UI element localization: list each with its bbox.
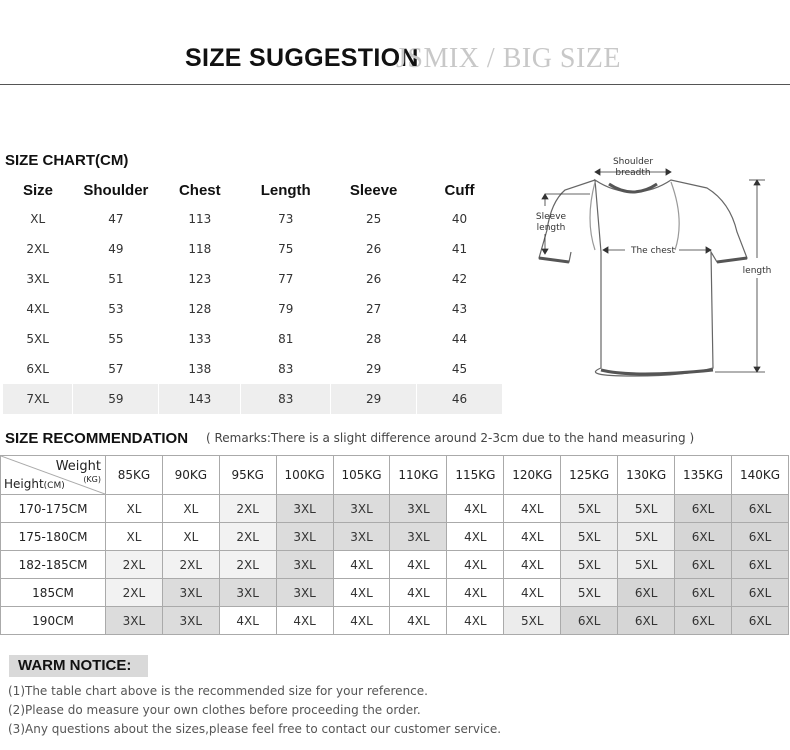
size-chart-cell: 75 xyxy=(241,234,331,264)
recommendation-row xyxy=(1,523,789,551)
size-chart-cell: 73 xyxy=(241,204,331,234)
recommended-size-cell: 4XL xyxy=(390,551,447,579)
recommended-size-cell: 3XL xyxy=(276,579,333,607)
size-chart-cell: 43 xyxy=(417,294,503,324)
recommended-size-cell: 4XL xyxy=(333,579,390,607)
size-chart-table xyxy=(3,176,503,414)
recommended-size-cell: 5XL xyxy=(618,551,675,579)
size-chart-cell: 4XL xyxy=(3,294,73,324)
size-chart-row xyxy=(3,234,503,264)
weight-column-header: 95KG xyxy=(219,456,276,495)
size-chart-cell: 6XL xyxy=(3,354,73,384)
recommended-size-cell: 2XL xyxy=(162,551,219,579)
recommended-size-cell: 4XL xyxy=(447,579,504,607)
recommended-size-cell: 4XL xyxy=(333,607,390,635)
size-chart-cell: 138 xyxy=(159,354,241,384)
page-header xyxy=(0,0,790,85)
size-chart-column-header: Chest xyxy=(178,181,221,199)
size-chart-cell: 123 xyxy=(159,264,241,294)
weight-column-header: 110KG xyxy=(390,456,447,495)
size-chart-cell: 83 xyxy=(241,384,331,414)
size-chart-column-header: Cuff xyxy=(444,181,475,199)
brand-name: JSMIX / BIG SIZE xyxy=(396,43,622,74)
size-recommendation-heading: SIZE RECOMMENDATION xyxy=(5,430,189,447)
size-chart-cell: XL xyxy=(3,204,73,234)
recommended-size-cell: 4XL xyxy=(276,607,333,635)
recommended-size-cell: 5XL xyxy=(504,607,561,635)
size-chart-row xyxy=(3,324,503,354)
size-chart-cell: 53 xyxy=(73,294,159,324)
recommended-size-cell: 3XL xyxy=(333,523,390,551)
notice-line-3: (3)Any questions about the sizes,please feel free to contact our customer service. xyxy=(8,722,502,736)
size-chart-cell: 42 xyxy=(417,264,503,294)
recommended-size-cell: 3XL xyxy=(162,579,219,607)
height-axis-label: Height xyxy=(4,477,44,491)
recommended-size-cell: 2XL xyxy=(106,579,163,607)
size-chart-cell: 59 xyxy=(73,384,159,414)
recommended-size-cell: 3XL xyxy=(276,523,333,551)
recommended-size-cell: XL xyxy=(106,523,163,551)
recommended-size-cell: 4XL xyxy=(447,495,504,523)
height-row-header: 175-180CM xyxy=(1,523,106,551)
size-chart-cell: 49 xyxy=(73,234,159,264)
weight-column-header: 115KG xyxy=(447,456,504,495)
height-row-header: 182-185CM xyxy=(1,551,106,579)
size-chart-cell: 2XL xyxy=(3,234,73,264)
size-chart-cell: 26 xyxy=(331,234,417,264)
recommended-size-cell: 4XL xyxy=(333,551,390,579)
recommended-size-cell: 4XL xyxy=(390,579,447,607)
size-recommendation-table xyxy=(0,455,789,635)
size-chart-cell: 27 xyxy=(331,294,417,324)
size-chart-cell: 47 xyxy=(73,204,159,234)
tshirt-measurement-diagram xyxy=(525,150,780,385)
recommended-size-cell: 6XL xyxy=(675,607,732,635)
recommendation-row xyxy=(1,551,789,579)
size-chart-cell: 81 xyxy=(241,324,331,354)
measurement-remark: ( Remarks:There is a slight difference around 2-3cm due to the hand measuring ) xyxy=(206,431,695,445)
recommended-size-cell: 6XL xyxy=(618,579,675,607)
size-chart-cell: 133 xyxy=(159,324,241,354)
weight-column-header: 100KG xyxy=(276,456,333,495)
recommended-size-cell: XL xyxy=(106,495,163,523)
size-chart-column-header: Sleeve xyxy=(349,181,398,199)
size-chart-column-header: Shoulder xyxy=(83,181,149,199)
recommended-size-cell: 2XL xyxy=(219,523,276,551)
size-chart-row xyxy=(3,204,503,234)
size-chart-cell: 143 xyxy=(159,384,241,414)
weight-column-header: 120KG xyxy=(504,456,561,495)
recommended-size-cell: 4XL xyxy=(504,523,561,551)
size-chart-cell: 29 xyxy=(331,354,417,384)
recommended-size-cell: 2XL xyxy=(106,551,163,579)
size-chart-heading: SIZE CHART(CM) xyxy=(5,152,129,169)
weight-unit-label: (KG) xyxy=(83,475,101,484)
weight-column-header: 130KG xyxy=(618,456,675,495)
recommended-size-cell: 6XL xyxy=(675,579,732,607)
recommended-size-cell: 5XL xyxy=(561,551,618,579)
size-chart-cell: 77 xyxy=(241,264,331,294)
size-chart-cell: 40 xyxy=(417,204,503,234)
recommended-size-cell: 6XL xyxy=(732,551,789,579)
size-chart-cell: 3XL xyxy=(3,264,73,294)
size-chart-cell: 44 xyxy=(417,324,503,354)
recommended-size-cell: 5XL xyxy=(618,523,675,551)
recommended-size-cell: 4XL xyxy=(447,551,504,579)
weight-column-header: 85KG xyxy=(106,456,163,495)
size-chart-row xyxy=(3,294,503,324)
recommended-size-cell: 3XL xyxy=(390,495,447,523)
size-chart-cell: 29 xyxy=(331,384,417,414)
sleeve-length-label-1: Sleeve xyxy=(535,212,567,222)
size-chart-cell: 5XL xyxy=(3,324,73,354)
page-title: SIZE SUGGESTION xyxy=(185,44,419,72)
recommended-size-cell: 4XL xyxy=(447,523,504,551)
recommended-size-cell: 4XL xyxy=(504,579,561,607)
recommended-size-cell: 2XL xyxy=(219,495,276,523)
weight-column-header: 135KG xyxy=(675,456,732,495)
size-chart-cell: 118 xyxy=(159,234,241,264)
warm-notice-heading: WARM NOTICE: xyxy=(9,655,148,677)
recommended-size-cell: 3XL xyxy=(390,523,447,551)
recommended-size-cell: 6XL xyxy=(675,495,732,523)
recommended-size-cell: 6XL xyxy=(732,495,789,523)
recommended-size-cell: 6XL xyxy=(732,579,789,607)
size-chart-cell: 26 xyxy=(331,264,417,294)
size-chart-cell: 25 xyxy=(331,204,417,234)
weight-column-header: 125KG xyxy=(561,456,618,495)
recommended-size-cell: 2XL xyxy=(219,551,276,579)
height-row-header: 190CM xyxy=(1,607,106,635)
recommended-size-cell: 5XL xyxy=(561,579,618,607)
recommended-size-cell: 5XL xyxy=(618,495,675,523)
size-chart-cell: 28 xyxy=(331,324,417,354)
shoulder-breadth-label-2: breadth xyxy=(615,168,651,178)
recommended-size-cell: XL xyxy=(162,523,219,551)
recommended-size-cell: 6XL xyxy=(732,523,789,551)
size-chart-row xyxy=(3,384,503,414)
length-label: length xyxy=(742,266,772,276)
weight-column-header: 90KG xyxy=(162,456,219,495)
size-chart-row xyxy=(3,264,503,294)
height-row-header: 185CM xyxy=(1,579,106,607)
size-chart-cell: 55 xyxy=(73,324,159,354)
size-chart-cell: 113 xyxy=(159,204,241,234)
tshirt-body-outline xyxy=(595,180,747,376)
recommendation-row xyxy=(1,607,789,635)
sleeve-length-label-2: length xyxy=(536,223,566,233)
recommended-size-cell: 3XL xyxy=(276,551,333,579)
recommended-size-cell: 6XL xyxy=(618,607,675,635)
notice-line-2: (2)Please do measure your own clothes before proceeding the order. xyxy=(8,703,421,717)
size-chart-cell: 79 xyxy=(241,294,331,324)
recommended-size-cell: 4XL xyxy=(504,551,561,579)
size-chart-row xyxy=(3,354,503,384)
recommended-size-cell: 5XL xyxy=(561,495,618,523)
recommendation-row xyxy=(1,495,789,523)
recommended-size-cell: 3XL xyxy=(162,607,219,635)
size-chart-cell: 45 xyxy=(417,354,503,384)
recommended-size-cell: 4XL xyxy=(390,607,447,635)
table-corner-header xyxy=(1,456,106,495)
chest-label: The chest xyxy=(630,246,676,256)
recommended-size-cell: XL xyxy=(162,495,219,523)
recommendation-row xyxy=(1,579,789,607)
recommended-size-cell: 4XL xyxy=(447,607,504,635)
recommended-size-cell: 6XL xyxy=(732,607,789,635)
recommended-size-cell: 4XL xyxy=(219,607,276,635)
size-chart-cell: 7XL xyxy=(3,384,73,414)
recommended-size-cell: 3XL xyxy=(106,607,163,635)
weight-column-header: 105KG xyxy=(333,456,390,495)
height-unit-label: (CM) xyxy=(43,481,65,491)
tshirt-collar xyxy=(609,184,657,192)
size-chart-column-header: Length xyxy=(260,181,311,199)
size-chart-header-row xyxy=(3,176,503,204)
weight-column-header: 140KG xyxy=(732,456,789,495)
size-chart-cell: 41 xyxy=(417,234,503,264)
recommended-size-cell: 5XL xyxy=(561,523,618,551)
recommended-size-cell: 4XL xyxy=(504,495,561,523)
recommended-size-cell: 3XL xyxy=(333,495,390,523)
size-chart-cell: 51 xyxy=(73,264,159,294)
recommendation-header-row xyxy=(1,456,789,495)
notice-line-1: (1)The table chart above is the recommended size for your reference. xyxy=(8,684,428,698)
size-chart-cell: 83 xyxy=(241,354,331,384)
size-chart-cell: 128 xyxy=(159,294,241,324)
recommended-size-cell: 6XL xyxy=(675,523,732,551)
size-chart-column-header: Size xyxy=(22,181,53,199)
recommended-size-cell: 6XL xyxy=(675,551,732,579)
height-row-header: 170-175CM xyxy=(1,495,106,523)
recommended-size-cell: 6XL xyxy=(561,607,618,635)
weight-axis-label: Weight xyxy=(55,459,101,474)
shoulder-breadth-label-1: Shoulder xyxy=(612,157,654,167)
recommended-size-cell: 3XL xyxy=(219,579,276,607)
size-chart-cell: 57 xyxy=(73,354,159,384)
size-chart-cell: 46 xyxy=(417,384,503,414)
recommended-size-cell: 3XL xyxy=(276,495,333,523)
